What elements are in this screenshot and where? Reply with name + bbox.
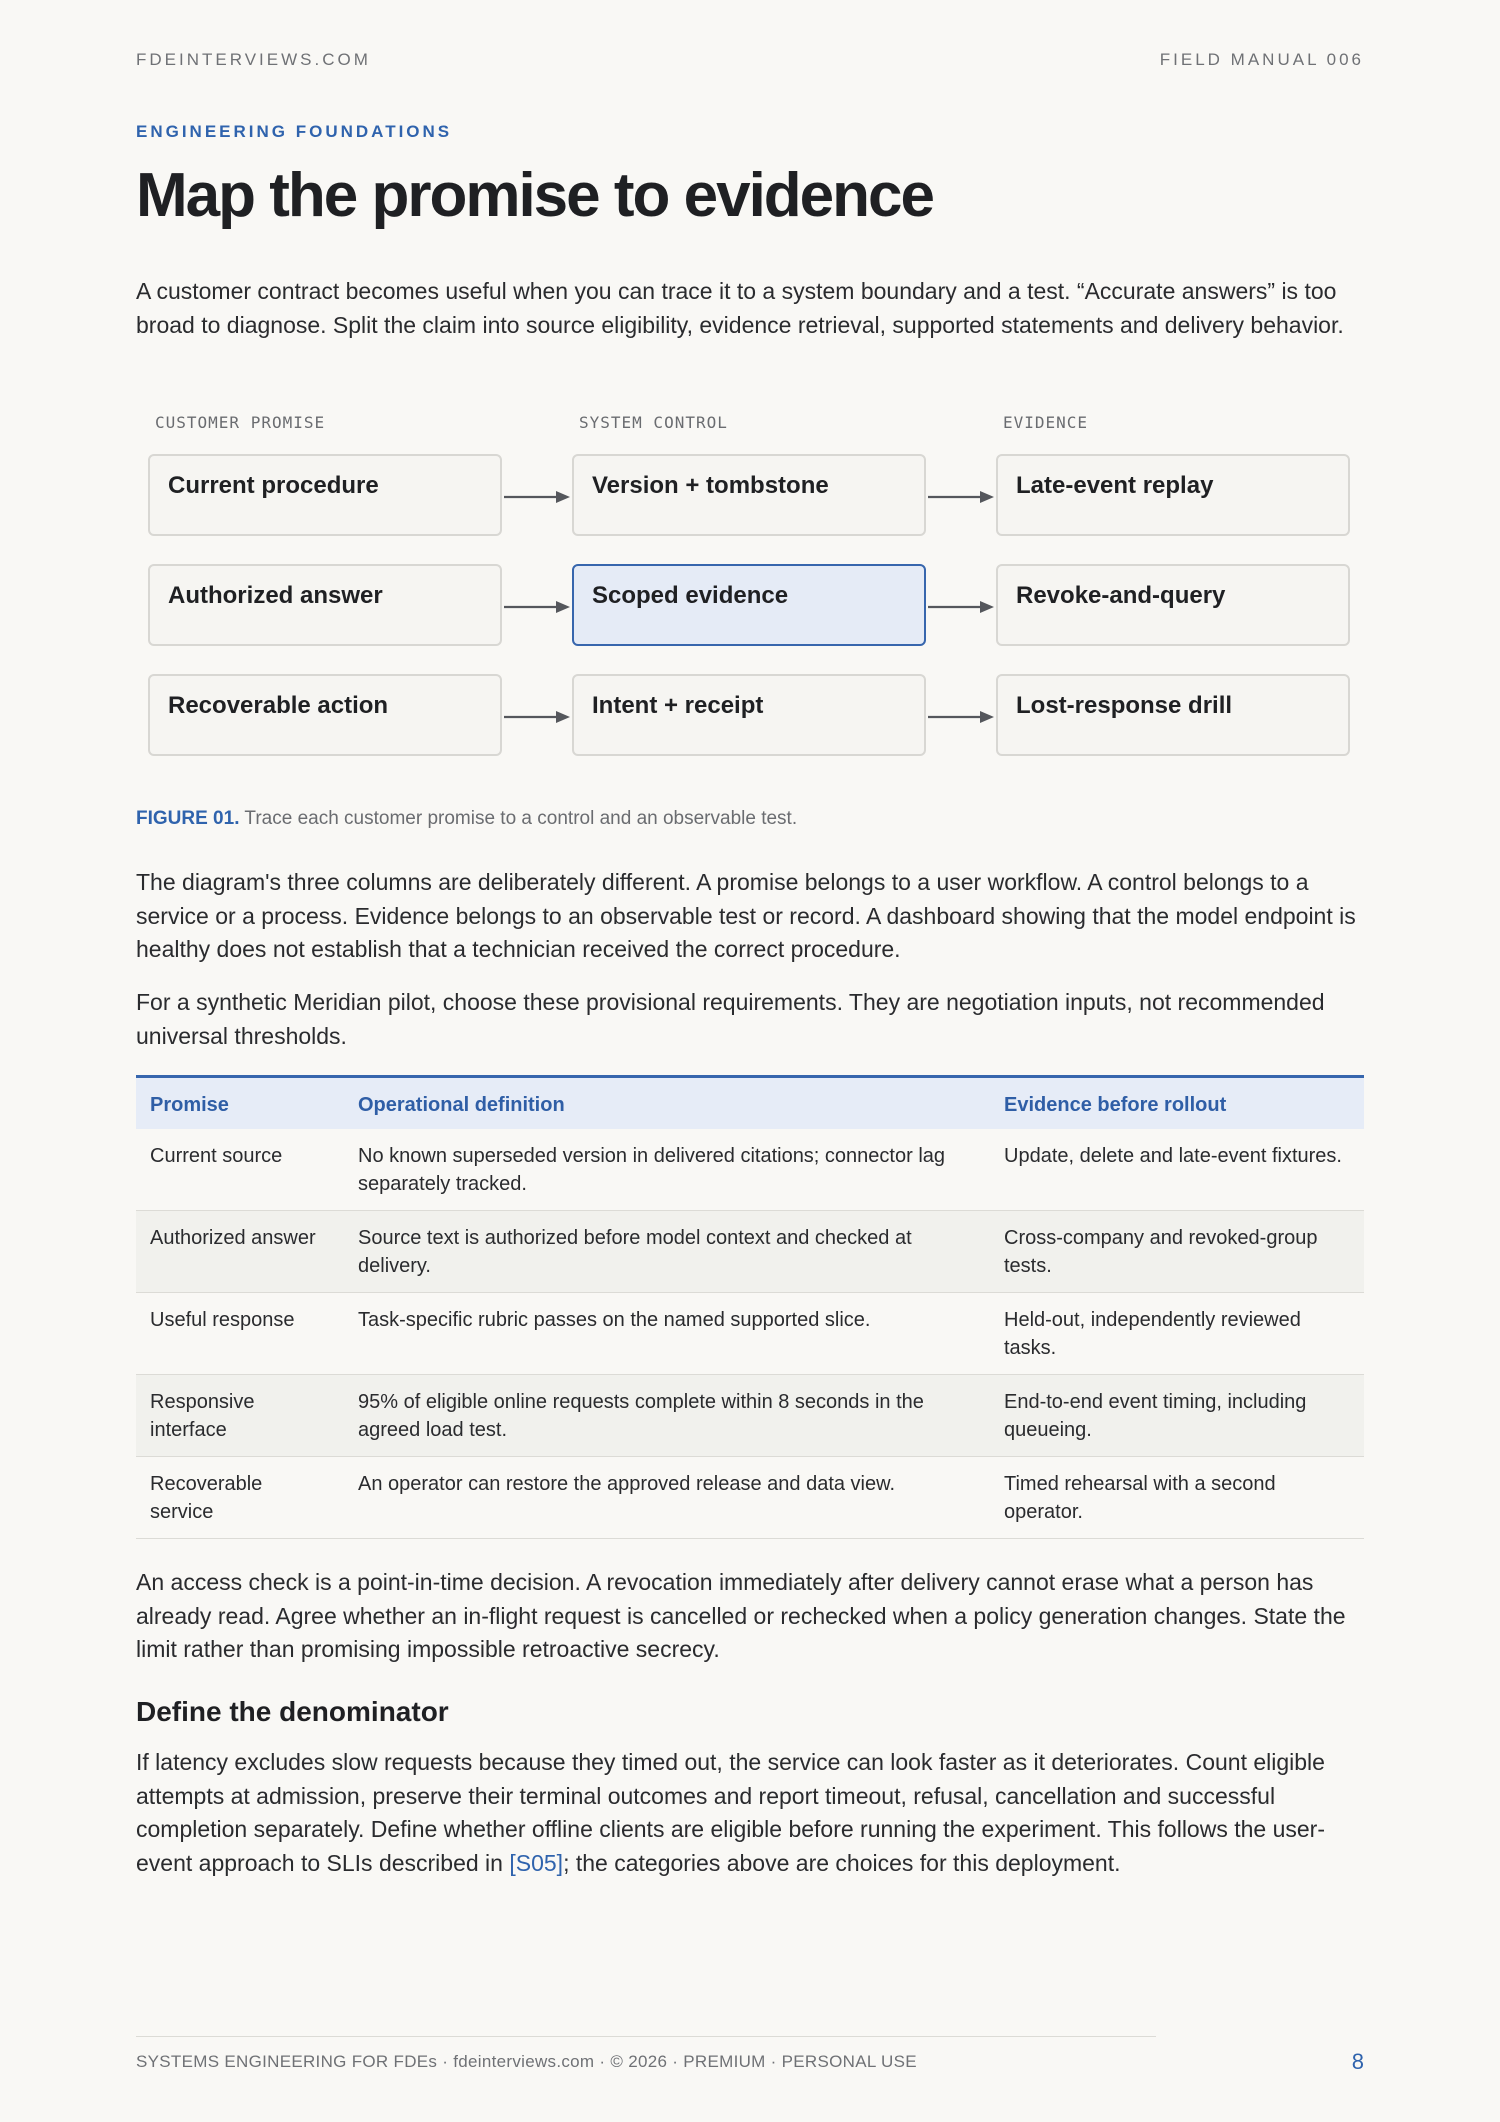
figure-caption-text: Trace each customer promise to a control and an observable test.: [244, 808, 798, 829]
document-page: [136, 0, 1364, 2122]
table-cell: 95% of eligible online requests complete within 8 seconds in the agreed load test.: [344, 1375, 990, 1457]
node-evidence-lost-response-drill: Lost-response drill: [996, 674, 1350, 756]
table-cell: Useful response: [136, 1293, 344, 1375]
column-label-control: SYSTEM CONTROL: [579, 413, 728, 432]
arrow-icon: [928, 489, 994, 505]
requirements-intro-paragraph: For a synthetic Meridian pilot, choose these provisional requirements. They are negotiation inputs, not recommended universal thresholds.: [136, 989, 1325, 1049]
table-cell: An operator can restore the approved release and data view.: [344, 1457, 990, 1539]
table-cell: No known superseded version in delivered citations; connector lag separately tracked.: [344, 1129, 990, 1211]
table-cell: End-to-end event timing, including queueing.: [990, 1375, 1364, 1457]
table-cell: Responsive interface: [136, 1375, 344, 1457]
arrow-icon: [504, 599, 570, 615]
node-promise-current-procedure: Current procedure: [148, 454, 502, 536]
denominator-text: If latency excludes slow requests because they timed out, the service can look faster as it deteriorates. Count eligible attempts at admission, preserve their terminal outcomes and report timeout, refusal, cancellation and successful completion separately. Define whether offline clients are eligible before running the experiment. This follows the user-event approach to SLIs described in: [136, 1749, 1325, 1876]
column-header-promise: Promise: [136, 1077, 344, 1130]
page-title: Map the promise to evidence: [136, 161, 933, 230]
table-row: [136, 1457, 1364, 1539]
citation-link-s05[interactable]: [S05]: [509, 1849, 564, 1876]
column-header-definition: Operational definition: [344, 1077, 990, 1130]
access-check-paragraph: An access check is a point-in-time decision. A revocation immediately after delivery cannot erase what a person has already read. Agree whether an in-flight request is cancelled or rechecked when a policy generation changes. State the limit rather than promising impossible retroactive secrecy.: [136, 1569, 1346, 1662]
node-promise-authorized-answer: Authorized answer: [148, 564, 502, 646]
table-header-row: [136, 1077, 1364, 1130]
table-row: [136, 1211, 1364, 1293]
arrow-icon: [504, 709, 570, 725]
requirements-table: [136, 1075, 1364, 1539]
node-evidence-late-event-replay: Late-event replay: [996, 454, 1350, 536]
column-header-evidence: Evidence before rollout: [990, 1077, 1364, 1130]
figure-label: FIGURE 01.: [136, 808, 240, 829]
running-header: [136, 50, 1364, 70]
footer-text: SYSTEMS ENGINEERING FOR FDEs · fdeinterviews.com · © 2026 · PREMIUM · PERSONAL USE: [136, 2052, 917, 2071]
table-cell: Held-out, independently reviewed tasks.: [990, 1293, 1364, 1375]
table-cell: Authorized answer: [136, 1211, 344, 1293]
table-cell: Timed rehearsal with a second operator.: [990, 1457, 1364, 1539]
table-cell: Cross-company and revoked-group tests.: [990, 1211, 1364, 1293]
node-evidence-revoke-and-query: Revoke-and-query: [996, 564, 1350, 646]
column-label-promise: CUSTOMER PROMISE: [155, 413, 326, 432]
table-row: [136, 1129, 1364, 1211]
denominator-paragraph: [136, 1746, 1364, 1880]
table-cell: Current source: [136, 1129, 344, 1211]
node-promise-recoverable-action: Recoverable action: [148, 674, 502, 756]
table-cell: Update, delete and late-event fixtures.: [990, 1129, 1364, 1211]
section-eyebrow: ENGINEERING FOUNDATIONS: [136, 122, 453, 141]
table-cell: Source text is authorized before model context and checked at delivery.: [344, 1211, 990, 1293]
column-label-evidence: EVIDENCE: [1003, 413, 1089, 432]
table-row: [136, 1375, 1364, 1457]
site-name: FDEINTERVIEWS.COM: [136, 50, 371, 69]
manual-label: FIELD MANUAL 006: [1159, 50, 1364, 69]
page-number: 8: [1351, 2049, 1364, 2074]
node-control-intent-receipt: Intent + receipt: [572, 674, 926, 756]
table-cell: Recoverable service: [136, 1457, 344, 1539]
diagram-explanation-paragraph: The diagram's three columns are deliberately different. A promise belongs to a user workflow. A control belongs to a service or a process. Evidence belongs to an observable test or record. A dashboard showing that the model endpoint is healthy does not establish that a technician received the correct procedure.: [136, 869, 1356, 962]
intro-paragraph: A customer contract becomes useful when you can trace it to a system boundary and a test. “Accurate answers” is too broad to diagnose. Split the claim into source eligibility, evidence retrieval, supported statements and delivery behavior.: [136, 278, 1344, 338]
table-row: [136, 1293, 1364, 1375]
footer-divider: [136, 2036, 1156, 2037]
denominator-text-end: ; the categories above are choices for this deployment.: [563, 1849, 1121, 1876]
node-control-version-tombstone: Version + tombstone: [572, 454, 926, 536]
section-heading: Define the denominator: [136, 1696, 449, 1727]
figure-caption: [136, 808, 797, 830]
arrow-icon: [928, 709, 994, 725]
table-cell: Task-specific rubric passes on the named supported slice.: [344, 1293, 990, 1375]
arrow-icon: [504, 489, 570, 505]
node-control-scoped-evidence: Scoped evidence: [572, 564, 926, 646]
arrow-icon: [928, 599, 994, 615]
